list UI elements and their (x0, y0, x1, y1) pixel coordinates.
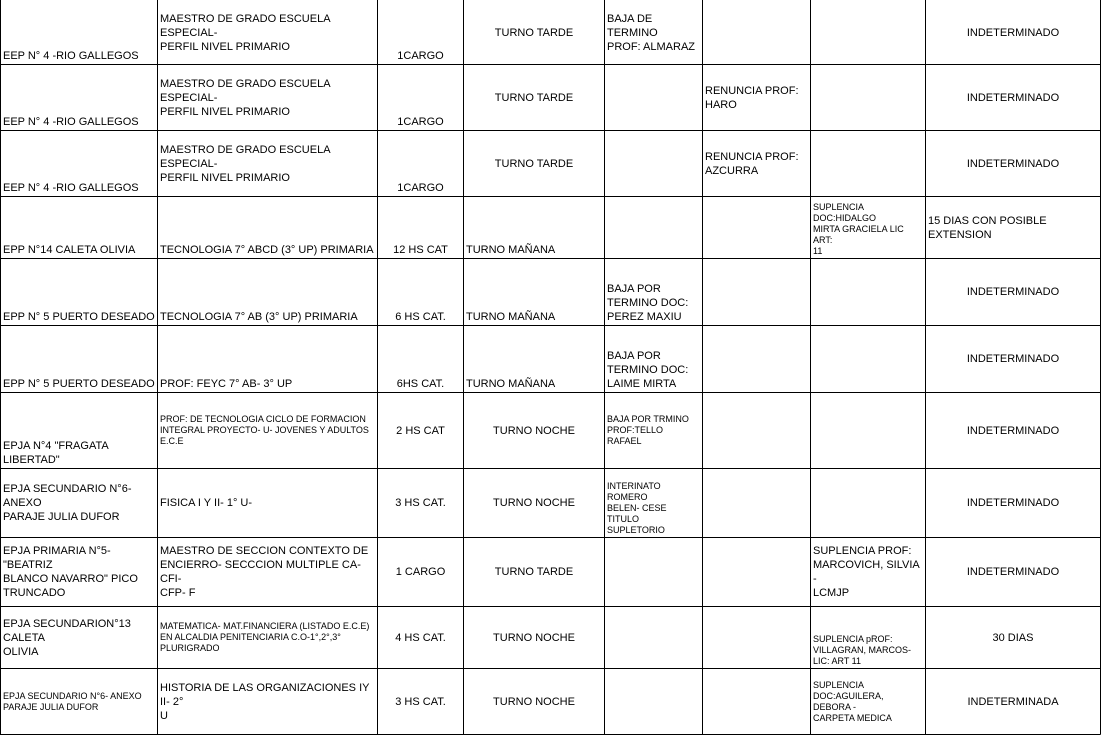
establecimiento-cell[interactable] (1, 65, 157, 130)
suplencia-text: SUPLENCIA DOC:AGUILERA, DEBORA - CARPETA MEDICA (813, 679, 892, 723)
baja-cell[interactable] (605, 197, 702, 258)
horas-text: 6HS CAT. (396, 378, 445, 390)
horas-text: 3 HS CAT. (395, 497, 446, 509)
cargo-text: MAESTRO DE GRADO ESCUELA ESPECIAL- PERFIL NIVEL PRIMARIO (160, 77, 330, 118)
establecimiento-cell[interactable] (1, 669, 157, 734)
establecimiento-text: EPP N° 5 PUERTO DESEADO (3, 311, 155, 323)
establecimiento-cell[interactable] (1, 538, 157, 606)
suplencia-cell[interactable] (811, 131, 925, 196)
horas-text: 1CARGO (397, 50, 444, 62)
baja-cell[interactable] (605, 669, 702, 734)
cargo-text: HISTORIA DE LAS ORGANIZACIONES IY II- 2° U (160, 681, 370, 722)
duracion-text: INDETERMINADO (966, 91, 1060, 104)
establecimiento-text: EPJA SECUNDARIO N°6- ANEXO PARAJE JULIA DUFOR (3, 690, 142, 712)
turno-text: TURNO TARDE (494, 91, 574, 104)
duracion-text: INDETERMINADO (966, 286, 1060, 298)
turno-text: TURNO MAÑANA (466, 311, 556, 323)
baja-cell[interactable] (605, 538, 702, 606)
horas-text: 12 HS CAT (393, 244, 448, 256)
suplencia-cell[interactable] (811, 669, 925, 734)
establecimiento-text: EEP N° 4 -RIO GALLEGOS (3, 116, 139, 128)
turno-text: TURNO MAÑANA (466, 244, 556, 256)
establecimiento-text: EPJA N°4 "FRAGATA LIBERTAD" (3, 440, 109, 466)
renuncia-cell[interactable] (703, 1, 810, 64)
turno-cell[interactable] (464, 326, 604, 392)
cargo-cell[interactable] (158, 1, 377, 64)
cargo-text: PROF: FEYC 7° AB- 3° UP (160, 378, 293, 390)
cargo-text: MAESTRO DE SECCION CONTEXTO DE ENCIERRO- SECCCION MULTIPLE CA- CFI- CFP- F (160, 545, 369, 599)
duracion-cell[interactable] (926, 538, 1100, 606)
horas-cell[interactable] (378, 393, 463, 468)
turno-text: TURNO NOCHE (493, 497, 575, 509)
baja-text: INTERINATO ROMERO BELEN- CESE TITULO SUPLETORIO (607, 481, 667, 535)
baja-cell[interactable] (605, 607, 702, 668)
renuncia-text: RENUNCIA PROF: AZCURRA (705, 150, 799, 177)
cargo-text: FISICA I Y II- 1° U- (160, 497, 253, 509)
horas-cell[interactable] (378, 669, 463, 734)
cargo-text: MAESTRO DE GRADO ESCUELA ESPECIAL- PERFIL NIVEL PRIMARIO (160, 143, 330, 184)
suplencia-cell[interactable] (811, 607, 925, 668)
establecimiento-cell[interactable] (1, 326, 157, 392)
horas-text: 1 CARGO (395, 566, 446, 578)
duracion-cell[interactable] (926, 607, 1100, 668)
renuncia-cell[interactable] (703, 197, 810, 258)
turno-cell[interactable] (464, 65, 604, 130)
horas-text: 2 HS CAT (396, 424, 445, 437)
establecimiento-cell[interactable] (1, 1, 157, 64)
turno-cell[interactable] (464, 538, 604, 606)
suplencia-cell[interactable] (811, 469, 925, 537)
cargo-cell[interactable] (158, 326, 377, 392)
cargo-cell[interactable] (158, 538, 377, 606)
duracion-text: INDETERMINADO (966, 157, 1060, 170)
turno-cell[interactable] (464, 469, 604, 537)
horas-cell[interactable] (378, 607, 463, 668)
cargo-cell[interactable] (158, 259, 377, 325)
cargo-cell[interactable] (158, 607, 377, 668)
turno-text: TURNO NOCHE (493, 695, 575, 708)
establecimiento-text: EPJA SECUNDARION°13 CALETA OLIVIA (3, 617, 131, 658)
cargo-cell[interactable] (158, 131, 377, 196)
duracion-cell[interactable] (926, 326, 1100, 392)
turno-cell[interactable] (464, 197, 604, 258)
turno-cell[interactable] (464, 393, 604, 468)
suplencia-cell[interactable] (811, 259, 925, 325)
suplencia-cell[interactable] (811, 538, 925, 606)
renuncia-cell[interactable] (703, 669, 810, 734)
turno-cell[interactable] (464, 669, 604, 734)
turno-cell[interactable] (464, 259, 604, 325)
turno-text: TURNO TARDE (494, 157, 574, 170)
suplencia-text: SUPLENCIA DOC:HIDALGO MIRTA GRACIELA LIC ART: 11 (813, 202, 904, 256)
suplencia-cell[interactable] (811, 197, 925, 258)
suplencia-cell[interactable] (811, 326, 925, 392)
cargo-cell[interactable] (158, 669, 377, 734)
cargo-cell[interactable] (158, 65, 377, 130)
turno-text: TURNO NOCHE (493, 424, 575, 437)
cargo-text: MATEMATICA- MAT.FINANCIERA (LISTADO E.C.E) EN ALCALDIA PENITENCIARIA C.O-1°,2°,3° PLURIGRADO (160, 621, 370, 653)
turno-cell[interactable] (464, 131, 604, 196)
cargo-text: TECNOLOGIA 7° AB (3° UP) PRIMARIA (160, 311, 358, 323)
duracion-cell[interactable] (926, 259, 1100, 325)
horas-text: 1CARGO (397, 182, 444, 194)
cargo-text: PROF: DE TECNOLOGIA CICLO DE FORMACION INTEGRAL PROYECTO- U- JOVENES Y ADULTOS E.C.E (160, 414, 369, 446)
establecimiento-cell[interactable] (1, 259, 157, 325)
horas-cell[interactable] (378, 1, 463, 64)
duracion-text: 15 DIAS CON POSIBLE EXTENSION (928, 214, 1047, 241)
baja-cell[interactable] (605, 469, 702, 537)
horas-text: 4 HS CAT. (395, 631, 446, 644)
duracion-text: INDETERMINADO (966, 566, 1060, 578)
establecimiento-text: EEP N° 4 -RIO GALLEGOS (3, 50, 139, 62)
horas-cell[interactable] (378, 469, 463, 537)
baja-cell[interactable] (605, 326, 702, 392)
baja-cell[interactable] (605, 1, 702, 64)
cargo-text: MAESTRO DE GRADO ESCUELA ESPECIAL- PERFIL NIVEL PRIMARIO (160, 12, 330, 53)
duracion-cell[interactable] (926, 469, 1100, 537)
establecimiento-cell[interactable] (1, 607, 157, 668)
horas-cell[interactable] (378, 65, 463, 130)
establecimiento-text: EPP N°14 CALETA OLIVIA (3, 244, 136, 256)
establecimiento-text: EPP N° 5 PUERTO DESEADO (3, 378, 155, 390)
duracion-text: INDETERMINADA (967, 695, 1059, 708)
baja-text: BAJA POR TERMINO DOC: PEREZ MAXIU (607, 283, 689, 323)
cargo-cell[interactable] (158, 469, 377, 537)
duracion-text: INDETERMINADO (966, 497, 1060, 509)
renuncia-cell[interactable] (703, 538, 810, 606)
duracion-text: INDETERMINADO (966, 26, 1060, 39)
renuncia-cell[interactable] (703, 131, 810, 196)
baja-cell[interactable] (605, 65, 702, 130)
renuncia-cell[interactable] (703, 65, 810, 130)
duracion-cell[interactable] (926, 65, 1100, 130)
establecimiento-text: EPJA SECUNDARIO N°6- ANEXO PARAJE JULIA DUFOR (3, 483, 132, 523)
renuncia-cell[interactable] (703, 393, 810, 468)
turno-text: TURNO TARDE (494, 566, 574, 578)
turno-text: TURNO NOCHE (493, 631, 575, 644)
establecimiento-text: EEP N° 4 -RIO GALLEGOS (3, 182, 139, 194)
establecimiento-cell[interactable] (1, 393, 157, 468)
establecimiento-cell[interactable] (1, 469, 157, 537)
suplencia-text: SUPLENCIA PROF: MARCOVICH, SILVIA - LCMJP (813, 545, 920, 599)
establecimiento-text: EPJA PRIMARIA N°5- "BEATRIZ BLANCO NAVARRO" PICO TRUNCADO (3, 545, 138, 599)
baja-cell[interactable] (605, 131, 702, 196)
baja-text: BAJA POR TRMINO PROF:TELLO RAFAEL (607, 414, 689, 446)
renuncia-cell[interactable] (703, 607, 810, 668)
duracion-text: INDETERMINADO (966, 353, 1060, 365)
duracion-cell[interactable] (926, 669, 1100, 734)
horas-cell[interactable] (378, 538, 463, 606)
turno-cell[interactable] (464, 607, 604, 668)
renuncia-cell[interactable] (703, 326, 810, 392)
suplencia-cell[interactable] (811, 1, 925, 64)
duracion-cell[interactable] (926, 1, 1100, 64)
suplencia-text: SUPLENCIA pROF: VILLAGRAN, MARCOS- LIC: ART 11 (813, 634, 912, 666)
horas-text: 3 HS CAT. (395, 695, 446, 708)
baja-text: BAJA POR TERMINO DOC: LAIME MIRTA (607, 350, 689, 390)
renuncia-cell[interactable] (703, 259, 810, 325)
duracion-text: INDETERMINADO (966, 424, 1060, 437)
suplencia-cell[interactable] (811, 393, 925, 468)
baja-cell[interactable] (605, 259, 702, 325)
renuncia-text: RENUNCIA PROF: HARO (705, 84, 799, 111)
horas-text: 1CARGO (397, 116, 444, 128)
establecimiento-cell[interactable] (1, 131, 157, 196)
establecimiento-cell[interactable] (1, 197, 157, 258)
turno-cell[interactable] (464, 1, 604, 64)
duracion-cell[interactable] (926, 197, 1100, 258)
horas-cell[interactable] (378, 326, 463, 392)
baja-cell[interactable] (605, 393, 702, 468)
duracion-cell[interactable] (926, 393, 1100, 468)
duracion-cell[interactable] (926, 131, 1100, 196)
horas-cell[interactable] (378, 197, 463, 258)
horas-text: 6 HS CAT. (395, 311, 446, 323)
cargo-text: TECNOLOGIA 7° ABCD (3° UP) PRIMARIA (160, 244, 374, 256)
baja-text: BAJA DE TERMINO PROF: ALMARAZ (607, 12, 696, 53)
turno-text: TURNO MAÑANA (466, 378, 556, 390)
horas-cell[interactable] (378, 259, 463, 325)
cargo-cell[interactable] (158, 393, 377, 468)
duracion-text: 30 DIAS (992, 631, 1034, 644)
cargo-cell[interactable] (158, 197, 377, 258)
renuncia-cell[interactable] (703, 469, 810, 537)
turno-text: TURNO TARDE (494, 26, 574, 39)
horas-cell[interactable] (378, 131, 463, 196)
suplencia-cell[interactable] (811, 65, 925, 130)
